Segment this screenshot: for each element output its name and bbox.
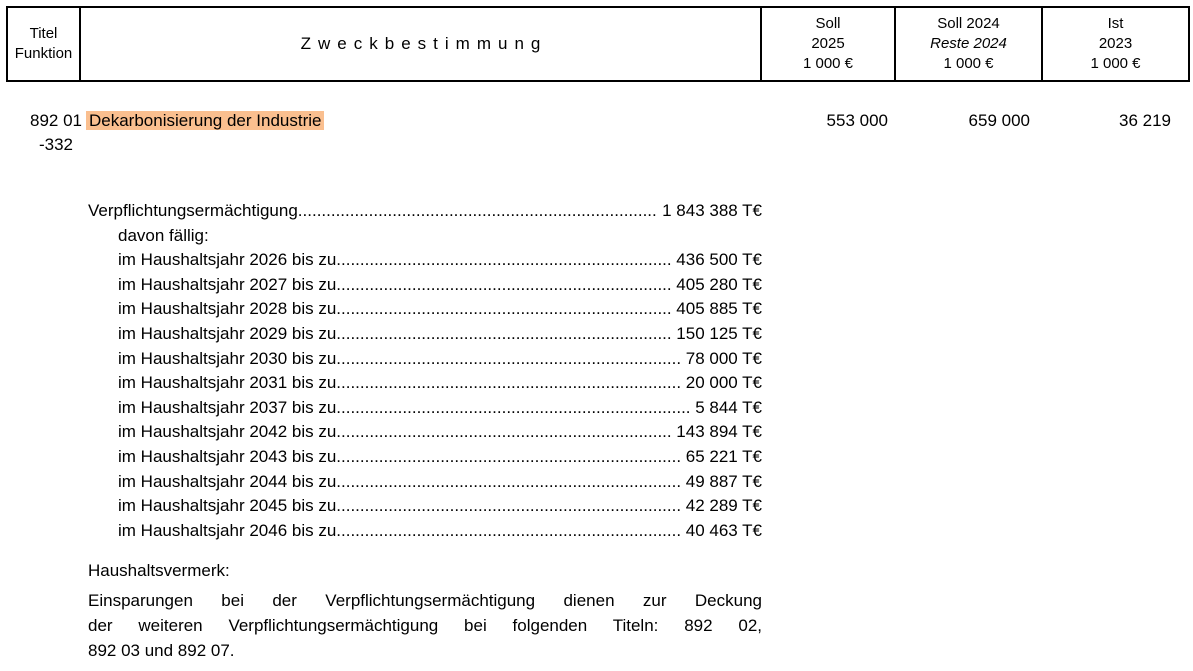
soll2024-reste-line2: Reste 2024 <box>930 35 1007 52</box>
ve-item-value: 405 280 T€ <box>676 274 762 294</box>
ve-total-label: Verpflichtungsermächtigung <box>88 201 298 220</box>
dot-leader <box>336 470 681 495</box>
ve-item-label: im Haushaltsjahr 2042 bis zu <box>118 422 337 442</box>
dot-leader <box>336 297 672 322</box>
soll2025-line3: 1 000 € <box>802 55 854 72</box>
ve-item-value: 143 894 T€ <box>676 422 762 442</box>
titel-header-line2: Funktion <box>14 45 73 62</box>
ve-item-label: im Haushaltsjahr 2044 bis zu <box>118 471 337 491</box>
ve-item-row <box>88 347 762 372</box>
soll2024-line1: Soll 2024 <box>937 15 1000 32</box>
ve-item-label: im Haushaltsjahr 2046 bis zu <box>118 520 337 540</box>
ve-item-value: 5 844 T€ <box>695 397 762 417</box>
ve-item-value: 40 463 T€ <box>685 520 762 540</box>
column-header-soll-2024-reste <box>894 8 1041 80</box>
ve-item-value: 65 221 T€ <box>685 446 762 466</box>
dot-leader <box>336 273 672 298</box>
ve-item-row <box>88 322 762 347</box>
ve-davon-faellig-label: davon fällig: <box>118 225 209 245</box>
column-header-titel-funktion <box>6 8 79 80</box>
entry-amount-soll-2025: 553 000 <box>826 111 888 130</box>
dot-leader <box>336 371 681 396</box>
entry-zweckbestimmung <box>86 108 324 133</box>
dot-leader <box>336 322 672 347</box>
dot-leader <box>336 420 672 445</box>
ve-item-value: 405 885 T€ <box>676 299 762 319</box>
ve-item-row <box>88 371 762 396</box>
ve-item-row <box>88 248 762 273</box>
ve-item-value: 20 000 T€ <box>685 373 762 393</box>
ve-total-line <box>88 199 762 224</box>
ve-item-value: 49 887 T€ <box>685 471 762 491</box>
zweckbestimmung-header-label: Zweckbestimmung <box>300 34 548 53</box>
ve-item-row <box>88 470 762 495</box>
ve-item-row <box>88 519 762 544</box>
ve-total-value: 1 843 388 T€ <box>662 201 762 220</box>
ve-item-label: im Haushaltsjahr 2026 bis zu <box>118 250 337 270</box>
dot-leader <box>336 445 681 470</box>
ve-item-label: im Haushaltsjahr 2030 bis zu <box>118 348 337 368</box>
ve-item-label: im Haushaltsjahr 2037 bis zu <box>118 397 337 417</box>
dot-leader <box>336 347 681 372</box>
ve-item-row <box>88 297 762 322</box>
ist2023-line3: 1 000 € <box>1090 55 1141 72</box>
dot-leader <box>298 199 658 224</box>
dot-leader <box>336 248 672 273</box>
ve-item-label: im Haushaltsjahr 2028 bis zu <box>118 299 337 319</box>
ve-item-value: 436 500 T€ <box>676 250 762 270</box>
ve-item-row <box>88 494 762 519</box>
column-header-ist-2023 <box>1041 8 1190 80</box>
entry-titel-funktion <box>6 109 82 157</box>
haushaltsvermerk-text-line2: der weiteren Verpflichtungsermächtigung bei folgenden Titeln: 892 02, <box>88 616 762 635</box>
entry-amount-ist-2023: 36 219 <box>1119 111 1171 130</box>
dot-leader <box>336 494 681 519</box>
ve-item-label: im Haushaltsjahr 2045 bis zu <box>118 496 337 516</box>
ve-item-row <box>88 420 762 445</box>
ist2023-line1: Ist <box>1107 15 1124 32</box>
dot-leader <box>336 519 681 544</box>
haushaltsvermerk-heading: Haushaltsvermerk: <box>88 561 230 580</box>
zweckbestimmung-highlight: Dekarbonisierung der Industrie <box>86 111 324 130</box>
haushaltsvermerk-text-line1: Einsparungen bei der Verpflichtungsermächtigung dienen zur Deckung <box>88 591 762 610</box>
ve-item-row <box>88 273 762 298</box>
ve-item-value: 42 289 T€ <box>685 496 762 516</box>
entry-titel-number: 892 01 <box>30 111 82 130</box>
column-header-zweckbestimmung <box>79 8 760 80</box>
soll2024-line3: 1 000 € <box>943 55 994 72</box>
soll2025-line2: 2025 <box>811 35 845 52</box>
ve-item-label: im Haushaltsjahr 2043 bis zu <box>118 446 337 466</box>
ve-item-label: im Haushaltsjahr 2029 bis zu <box>118 323 337 343</box>
verpflichtungsermaechtigung-block <box>88 199 762 543</box>
haushaltsvermerk-text <box>88 588 762 663</box>
entry-amount-soll-2024-reste: 659 000 <box>968 111 1030 130</box>
titel-header-line1: Titel <box>29 25 58 42</box>
ve-item-label: im Haushaltsjahr 2031 bis zu <box>118 373 337 393</box>
ve-item-label: im Haushaltsjahr 2027 bis zu <box>118 274 337 294</box>
ve-davon-faellig-line <box>88 224 762 249</box>
ist2023-line2: 2023 <box>1098 35 1133 52</box>
haushaltsvermerk-text-line3: 892 03 und 892 07. <box>88 641 235 660</box>
entry-funktion-number: -332 <box>38 135 73 154</box>
soll2025-line1: Soll <box>815 15 841 32</box>
ve-item-row <box>88 396 762 421</box>
ve-item-value: 78 000 T€ <box>685 348 762 368</box>
ve-item-row <box>88 445 762 470</box>
column-header-soll-2025 <box>760 8 894 80</box>
ve-item-value: 150 125 T€ <box>676 323 762 343</box>
dot-leader <box>336 396 691 421</box>
table-header-row <box>6 6 1190 82</box>
